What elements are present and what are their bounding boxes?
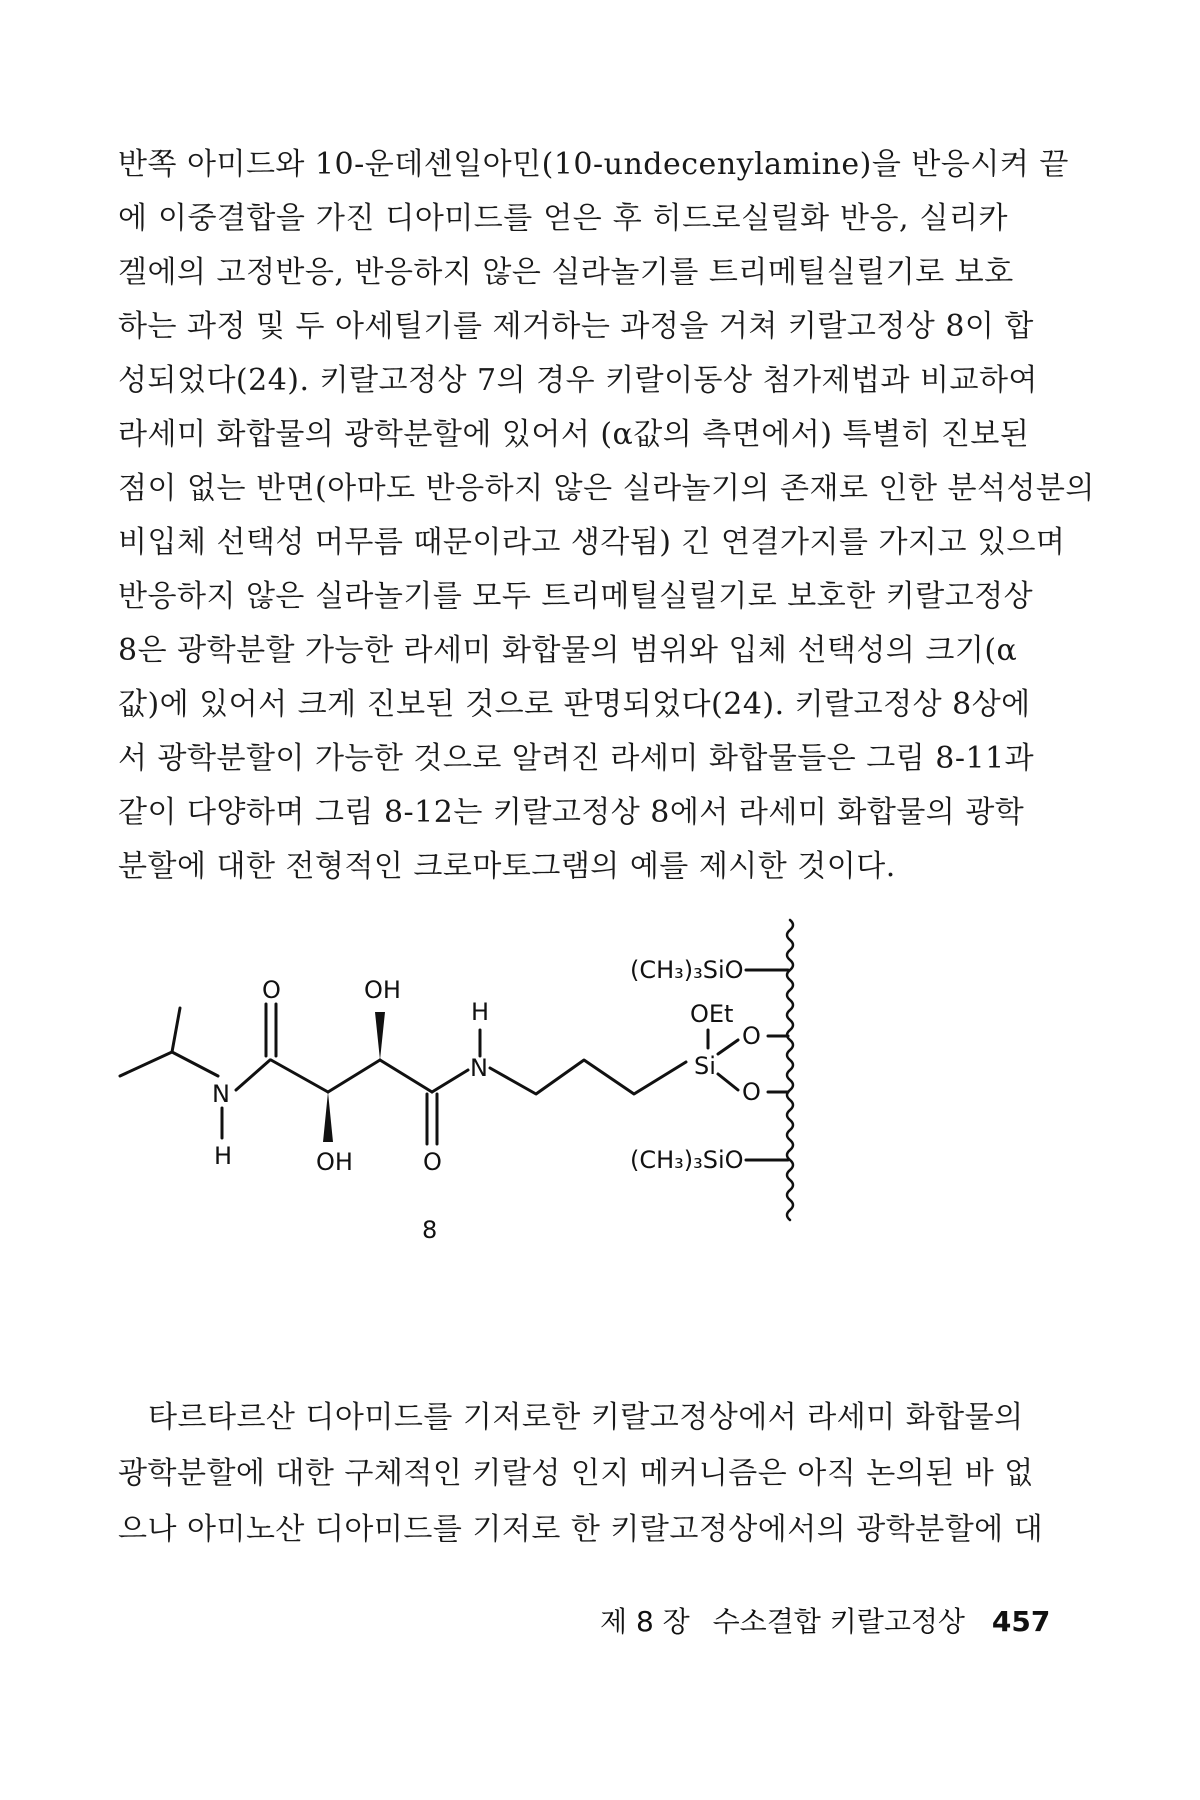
wedge-bond-oh-bottom: [323, 1092, 333, 1142]
chapter-title: 수소결합 키랄고정상: [712, 1605, 965, 1638]
text-line: 반응하지 않은 실라놀기를 모두 트리메틸실릴기로 보호한 키랄고정상: [118, 579, 1034, 614]
text-line: 분할에 대한 전형적인 크로마토그램의 예를 제시한 것이다.: [118, 849, 896, 884]
isopropyl-methyl-bond: [172, 1008, 180, 1052]
text-line: 서 광학분할이 가능한 것으로 알려진 라세미 화합물들은 그림 8-11과: [118, 741, 1035, 776]
text-line: 값)에 있어서 크게 진보된 것으로 판명되었다(24). 키랄고정상 8상에: [118, 687, 1031, 722]
amide-bond-left: [236, 1060, 270, 1090]
text-line: 에 이중결합을 가진 디아미드를 얻은 후 히드로실릴화 반응, 실리카: [118, 201, 1008, 236]
o-upper-label: O: [742, 1022, 761, 1050]
body-paragraph-1: [118, 138, 1095, 894]
wedge-bond-oh-top: [375, 1012, 385, 1060]
h-top-label: H: [471, 998, 490, 1026]
backbone-bond-3: [380, 1060, 432, 1092]
tms-bottom-label: (CH₃)₃SiO: [630, 1146, 744, 1174]
backbone-bond-2: [328, 1060, 380, 1092]
o-lower-label: O: [742, 1078, 761, 1106]
h-bottom-label: H: [214, 1142, 233, 1170]
isopropyl-bond: [120, 1052, 218, 1076]
carbonyl-double-bond-right: [427, 1094, 437, 1144]
compound-number-label: 8: [422, 1216, 438, 1244]
text-line: 광학분할에 대한 구체적인 키랄성 인지 메커니즘은 아직 논의된 바 없: [118, 1456, 1034, 1491]
text-line: 하는 과정 및 두 아세틸기를 제거하는 과정을 거쳐 키랄고정상 8이 합: [118, 309, 1034, 344]
text-line: 8은 광학분할 가능한 라세미 화합물의 범위와 입체 선택성의 크기(α: [118, 633, 1018, 668]
oet-label: OEt: [690, 1000, 734, 1028]
text-line: 라세미 화합물의 광학분할에 있어서 (α값의 측면에서) 특별히 진보된: [118, 417, 1030, 452]
silica-surface-line: [787, 920, 793, 1220]
si-label: Si: [694, 1052, 716, 1080]
text-line: 점이 없는 반면(아마도 반응하지 않은 실라놀기의 존재로 인한 분석성분의: [118, 471, 1095, 506]
tms-top-label: (CH₃)₃SiO: [630, 956, 744, 984]
text-line: 으나 아미노산 디아미드를 기저로 한 키랄고정상에서의 광학분할에 대: [118, 1512, 1044, 1547]
backbone-bond-1: [271, 1060, 328, 1092]
oh-top-label: OH: [364, 976, 401, 1004]
chapter-label: 제 8 장: [600, 1605, 690, 1638]
text-line: 반쪽 아미드와 10-운데센일아민(10-undecenylamine)을 반응시켜 끝: [118, 147, 1069, 182]
amide-bond-right: [432, 1070, 468, 1092]
text-line: 같이 다양하며 그림 8-12는 키랄고정상 8에서 라세미 화합물의 광학: [118, 795, 1025, 830]
n-left-label: N: [212, 1080, 230, 1108]
text-line: 겔에의 고정반응, 반응하지 않은 실라놀기를 트리메틸실릴기로 보호: [118, 255, 1014, 290]
chemical-structure-figure: [118, 880, 1018, 1320]
n-right-label: N: [470, 1054, 488, 1082]
carbonyl-o-left-label: O: [262, 976, 281, 1004]
si-o-upper-bond: [718, 1040, 738, 1054]
text-line: 타르타르산 디아미드를 기저로한 키랄고정상에서 라세미 화합물의: [148, 1400, 1024, 1435]
text-line: 성되었다(24). 키랄고정상 7의 경우 키랄이동상 첨가제법과 비교하여: [118, 363, 1038, 398]
page-footer: [600, 1600, 1051, 1644]
text-line: 비입체 선택성 머무름 때문이라고 생각됨) 긴 연결가지를 가지고 있으며: [118, 525, 1066, 560]
carbonyl-o-right-label: O: [423, 1148, 442, 1176]
propyl-chain: [490, 1060, 686, 1094]
page-number: 457: [991, 1605, 1051, 1638]
body-paragraph-2: [118, 1390, 1044, 1558]
carbonyl-double-bond-left: [266, 1004, 276, 1056]
oh-bottom-label: OH: [316, 1148, 353, 1176]
si-o-lower-bond: [718, 1074, 738, 1090]
structure-diagram: [118, 880, 1018, 1320]
